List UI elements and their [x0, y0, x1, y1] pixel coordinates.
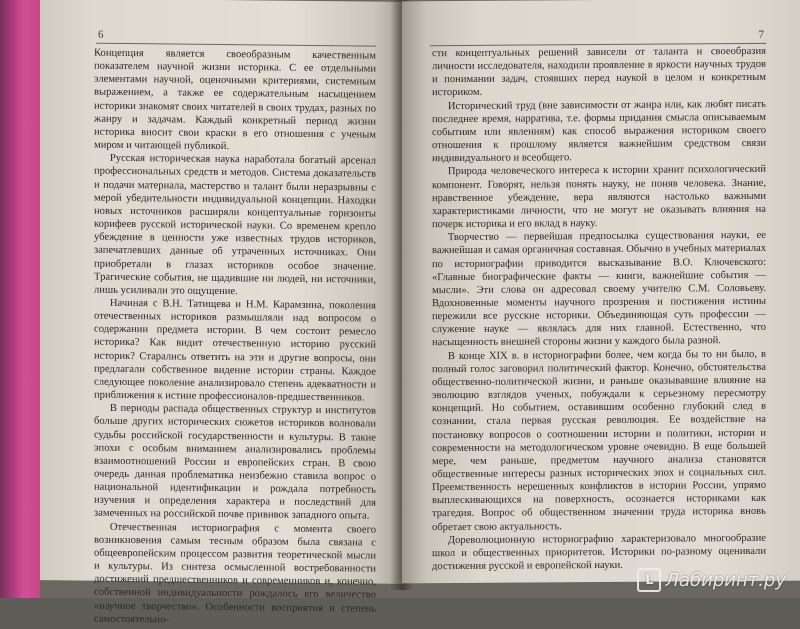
- paragraph: Исторический труд (вне зависимости от жанра или, как любят писать последнее время, нарратива, т.е. формы придания смысла описываемым событиям или явлениям) как способ выражения историком своего отношения к прошлому является важнейшим средством связи индивидуального и всеобщего.: [432, 98, 766, 165]
- open-book: [30, 0, 800, 626]
- right-page-text: [432, 45, 766, 574]
- paragraph: Отечественная историография с момента своего возникновения самым тесным образом была связана с общеевропейским процессом развития теоретической мысли и культуры. Из синтеза осмысленной востребованности достижений предшественников и современников и, конечно, собственной индивидуальности рождалось его величество «научное творчество». Особенности восприятия и степень самостоятельно-: [94, 521, 376, 626]
- paragraph: Начиная с В.Н. Татищева и Н.М. Карамзина, поколения отечественных историков размышляли над вопросом о содержании предмета истории. В чем состоит ремесло историка? Как видит отечественную историю русский историк? Старались ответить на эти и другие вопросы, они предлагали собственное видение истории страны. Каждое следующее поколение анализировало степень адекватности и приближения к истине профессионалов-предшественников.: [94, 297, 376, 404]
- left-page-number: 6: [98, 28, 104, 41]
- right-page: [402, 0, 800, 583]
- paragraph: Природа человеческого интереса к истории хранит психологический компонент. Говорят, нельзя понять науку, не поняв человека. Знание, нравственное убеждение, вера являются настолько важными характеристиками личности, что не могут не оказывать влияния на почерк историка и его вклад в науку.: [432, 164, 766, 231]
- paragraph: Концепция является своеобразным качественным показателем научной жизни историка. С ее отдельными элементами научной, оценочными критериями, системным выражением, а также ее содержательным насыщением историки знакомят своих читателей в своих трудах, разных по жанру и задачам. Каждый конкретный период жизни историка вносит свои краски в его отношения с ученым миром и читающей публикой.: [94, 47, 376, 153]
- labirint-watermark: [637, 568, 786, 592]
- paragraph: Дореволюционную историографию характеризовало многообразие школ и общественных приоритетов. Историки по-разному оценивали достижения русской и европейской науки.: [432, 532, 766, 573]
- right-page-number: 7: [758, 28, 764, 41]
- watermark-text: Лабиринт.ру: [665, 569, 786, 591]
- paragraph: В периоды распада общественных структур и институтов больше других исторических сюжетов историков волновали судьбы российской государственности и культуры. В такие эпохи с особым вниманием анализировались проблемы взаимоотношений России и европейских стран. В свою очередь данная проблематика неизбежно ставила вопрос о национальной идентификации и рождала потребность изучения и определения характера и последствий для замеченных на российской почве прививок западного опыта.: [94, 403, 376, 523]
- paragraph: Творчество — первейшая предпосылка существования науки, ее важнейшая и самая органичная составная. Обычно в учебных материалах по историографии приводится высказывание В.О. Ключевского: «Главные биографические факты — книги, важнейшие события — мысли». Эти слова он адресовал своему учителю С.М. Соловьеву. Вдохновенные моменты научного прозрения и постижения истины пережили все русские историки. Объединяющая суть профессии — служение науке — являлась для них главной. Естественно, что насыщенность внешней стороны жизни у каждого была разной.: [432, 230, 766, 349]
- paragraph: Русская историческая наука наработала богатый арсенал профессиональных средств и методов. Система доказательств и подачи материала, мастерство и талант были неразрывны с мерой убедительности индивидуальной концепции. Находки новых источников расширяли концептуальные горизонты корифеев русской исторической науки. Со временем крепло убеждение в ценности уже известных трудов историков, запечатлевших данные об утраченных источниках. Они приобретали в глазах историков особое значение. Трагические события, не щадившие ни людей, ни источники, лишь усиливали это ощущение.: [94, 153, 376, 297]
- paragraph: В конце XIX в. в историографии более, чем когда бы то ни было, в полный голос заговорил политический фактор. Конечно, обстоятельства общественно-политической жизни, и раньше оказывавшие влияние на эволюцию взглядов ученых, побуждали к серьезному пересмотру концепций. Но событием, оставившим особенно глубокий след в сознании, стала первая русская революция. Ее воздействие на постановку вопросов о соотношении истории и политики, истории и современности на методологическом уровне очевидно. В еще большей мере, чем раньше, предметом научного анализа становятся общественные интересы разных исторических эпох и социальных сил. Преемственность нерешенных конфликтов в истории России, упрямо выплескивающихся на поверхность, осознается историками как трагедия. Вопрос об общественном значении труда историка вновь обретает свою актуальность.: [432, 348, 766, 533]
- left-page-text: [94, 47, 376, 629]
- left-header-rule: [96, 43, 376, 47]
- paragraph: сти концептуальных решений зависели от таланта и своеобразия личности исследователя, находили проявление в яркости научных трудов и понимании задач, стоявших перед наукой в целом и конкретным историком.: [432, 45, 766, 99]
- labirint-logo-icon: L: [637, 568, 661, 592]
- left-page: [40, 0, 402, 626]
